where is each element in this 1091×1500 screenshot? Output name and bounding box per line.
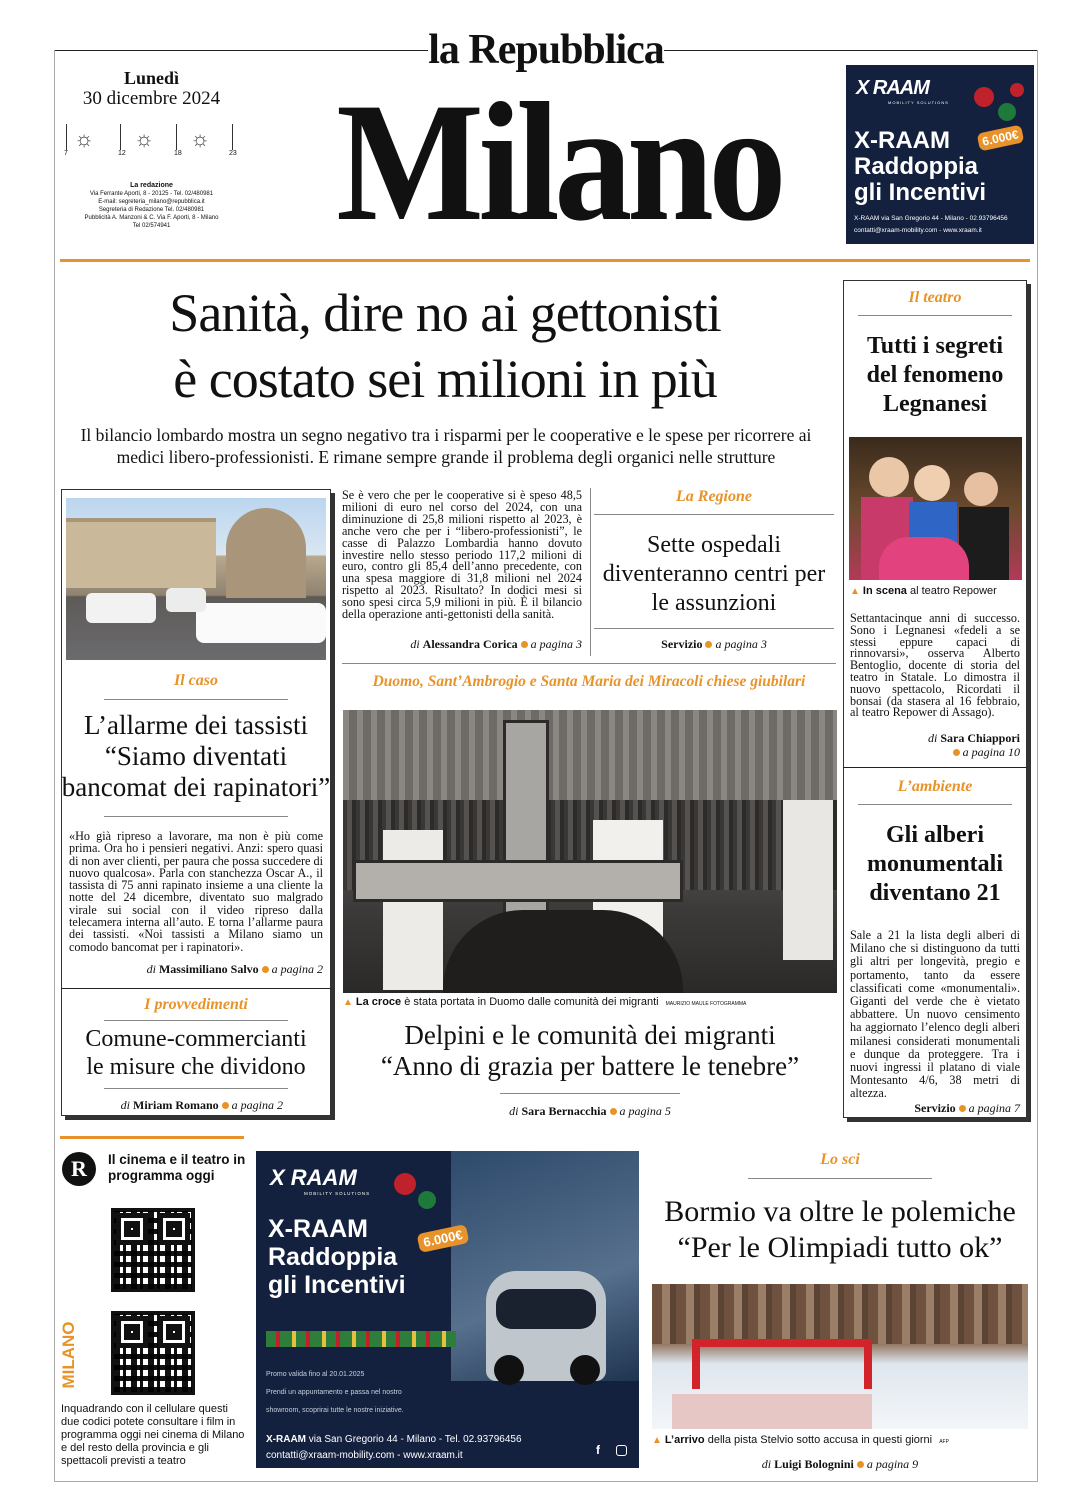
caso-body: «Ho già ripreso a lavorare, ma non è più come prima. Ora ho i pensieri negativi. Anzi: spero quasi di non aver clienti, per paura che possa succedere di nuovo qualcosa». Parla con stanchezza Oscar A., il tassista di 75 anni rapinato insieme a una cliente la notte del 24 dicembre, diventato suo malgrado virale sui social con il video ripreso dalla telecamera interna all’auto. E torna l’allarme paura dei tassisti. «Noi tassisti a Milano siamo un comodo bancomat per i rapinatori».: [69, 829, 323, 954]
caso-byline: di Massimiliano Salvo a pagina 2: [146, 962, 323, 976]
xraam-logo: X RAAM: [270, 1165, 357, 1190]
teatro-qr-code[interactable]: [111, 1311, 195, 1395]
redazione-block: La redazione Via Ferrante Aporti, 8 - 20125 - Tel. 02/480981 E-mail: segreteria_milano@repubblica.it Segreteria di Redazione Tel. 02/480981 Pubblicità A. Manzoni & C. Via F. Aporti, 8 - Milano Tel 02/574941: [54, 182, 249, 230]
provvedimenti-kicker: I provvedimenti: [144, 996, 248, 1013]
regione-headline[interactable]: Sette ospedali diventeranno centri per le assunzioni: [602, 532, 826, 616]
provvedimenti-byline: di Miriam Romano a pagina 2: [120, 1098, 283, 1112]
sci-byline: di Luigi Bolognini a pagina 9: [761, 1457, 919, 1471]
ambiente-headline[interactable]: Gli alberi monumentali diventano 21: [866, 822, 1003, 906]
cinema-qr-code[interactable]: [111, 1208, 195, 1292]
teatro-kicker: Il teatro: [908, 289, 962, 306]
lead-headline[interactable]: Sanità, dire no ai gettonisti è costato sei milioni in più: [169, 283, 721, 409]
edition-title: Milano: [336, 68, 782, 256]
regione-byline: Servizio a pagina 3: [661, 637, 767, 651]
teatro-body: Settantacinque anni di successo. Sono i Legnanesi «fedeli a se stessi eppure capaci di rinnovarsi», osserva Alberto Bentoglio, docente di storia del teatro in Statale. Lo dimostra il nuovo spettacolo, Ricordati il bonsai (da stasera al 16 febbraio, al teatro Repower di Assago).: [850, 611, 1020, 720]
legnanesi-photo: [849, 437, 1022, 580]
duomo-byline: di Sara Bernacchia a pagina 5: [509, 1104, 671, 1118]
repubblica-r-logo: R: [62, 1152, 96, 1186]
sun-icon: ☼: [190, 126, 211, 151]
top-xraam-ad[interactable]: X RAAM MOBILITY SOLUTIONS X-RAAM 6.000€ Raddoppia gli Incentivi X-RAAM via San Gregorio 44 - Milano - 02.93796456 contatti@xraam-mobility.com - www.xraam.it: [846, 65, 1034, 244]
teatro-headline[interactable]: Tutti i segreti del fenomeno Legnanesi: [866, 333, 1004, 417]
instagram-icon[interactable]: [616, 1445, 627, 1456]
sci-caption: ▲ L’arrivo della pista Stelvio sotto accusa in questi giorni AFP: [652, 1434, 949, 1446]
brand-title: la Repubblica: [428, 27, 664, 73]
electric-car: [486, 1271, 606, 1381]
provvedimenti-headline[interactable]: Comune-commercianti le misure che dividono: [85, 1026, 307, 1080]
ambiente-kicker: L’ambiente: [897, 778, 973, 795]
regione-kicker: La Regione: [676, 488, 752, 505]
facebook-icon[interactable]: f: [596, 1443, 600, 1457]
day-label: Lunedì: [123, 68, 180, 88]
weather-time: 23: [229, 150, 237, 157]
ornament-icon: [1010, 83, 1024, 97]
price-badge: 6.000€: [977, 125, 1024, 152]
sci-headline[interactable]: Bormio va oltre le polemiche “Per le Olimpiadi tutto ok”: [664, 1195, 1016, 1264]
sun-icon: ☼: [134, 126, 155, 151]
ambiente-byline: Servizio a pagina 7: [914, 1101, 1020, 1115]
cinema-title: Il cinema e il teatro in programma oggi: [108, 1152, 246, 1183]
duomo-kicker: Duomo, Sant’Ambrogio e Santa Maria dei Miracoli chiese giubilari: [372, 673, 806, 690]
caso-kicker: Il caso: [174, 672, 218, 689]
teatro-byline: di Sara Chiappori a pagina 10: [927, 731, 1020, 759]
xraam-logo: X RAAM: [856, 77, 929, 99]
cinema-body: Inquadrando con il cellulare questi due codici potete consultare i film in programma oggi nei cinema di Milano e del resto della provincia e gli spettacoli previsti a teatro: [61, 1403, 245, 1467]
ornament-icon: [998, 103, 1016, 121]
milano-vertical-label: MILANO: [59, 1321, 78, 1389]
lead-subhead: Il bilancio lombardo mostra un segno negativo tra i risparmi per le cooperative e le spese per ricorrere ai medici libero-professionisti. E rimane sempre grande il problema degli organici nelle strutture: [80, 425, 812, 467]
lead-byline: di Alessandra Corica a pagina 3: [410, 637, 582, 651]
lead-body: Se è vero che per le cooperative si è speso 48,5 milioni di euro nel corso del 2024, con una diminuzione di 25,8 milioni rispetto al 2023, è anche vero che per i “libero-professionisti”, le casse di Palazzo Lombardia hanno dovuto investire nello stesso periodo 117,2 milioni di euro, contro gli 85,4 dell’anno precedente, con una spesa maggiore di 31,8 milioni nel 2024 rispetto al 2023. Risultato? In dodici mesi si sono spesi circa 5,9 milioni in più. È il bilancio della operazione anti-gettonisti della sanità.: [342, 488, 582, 622]
ornament-icon: [418, 1191, 436, 1209]
sci-kicker: Lo sci: [820, 1151, 860, 1168]
taxi-photo: [66, 498, 326, 660]
redazione-title: La redazione: [130, 182, 173, 189]
date-label: 30 dicembre 2024: [82, 88, 221, 109]
teatro-caption: ▲ In scena al teatro Repower: [850, 585, 997, 597]
sun-icon: ☼: [74, 126, 95, 151]
ambiente-body: Sale a 21 la lista degli alberi di Milano che si distinguono da tutti gli altri per longevità, pregio e portamento, tanto da essere classificati come «monumentali». Giganti del verde che è vietato abbattere. Un nuovo censimento ha aggiornato l’elenco degli alberi milanesi considerati monumentali e dunque da proteggere. Tra i nuovi ingressi il platano di viale Montesanto 4/6, 38 metri di altezza.: [850, 928, 1020, 1101]
price-badge: 6.000€: [417, 1224, 470, 1253]
duomo-cross-photo: [343, 710, 837, 993]
caso-headline[interactable]: L’allarme dei tassisti “Siamo diventati bancomat dei rapinatori”: [61, 710, 331, 802]
duomo-caption: ▲ La croce è stata portata in Duomo dalle comunità dei migranti MAURIZIO MAULE FOTOGRAMMA: [343, 996, 747, 1008]
ornament-icon: [974, 87, 994, 107]
ornament-icon: [394, 1173, 416, 1195]
weather-time: 18: [174, 150, 182, 157]
bormio-ski-photo: [652, 1284, 1028, 1429]
bottom-xraam-ad[interactable]: X RAAM MOBILITY SOLUTIONS X-RAAM 6.000€ Raddoppia gli Incentivi Promo valida fino al 20.01.2025 Prendi un appuntamento e passa nel nostro showroom, scoprirai tutte le nostre iniziative. X-RAAM via San Gregorio 44 - Milano - Tel. 02.93796456 contatti@xraam-mobility.com - www.xraam.it f: [256, 1151, 639, 1468]
weather-time: 12: [118, 150, 126, 157]
weather-strip: [62, 124, 242, 160]
duomo-headline[interactable]: Delpini e le comunità dei migranti “Anno di grazia per battere le tenebre”: [380, 1020, 800, 1081]
weather-time: 7: [64, 150, 68, 157]
